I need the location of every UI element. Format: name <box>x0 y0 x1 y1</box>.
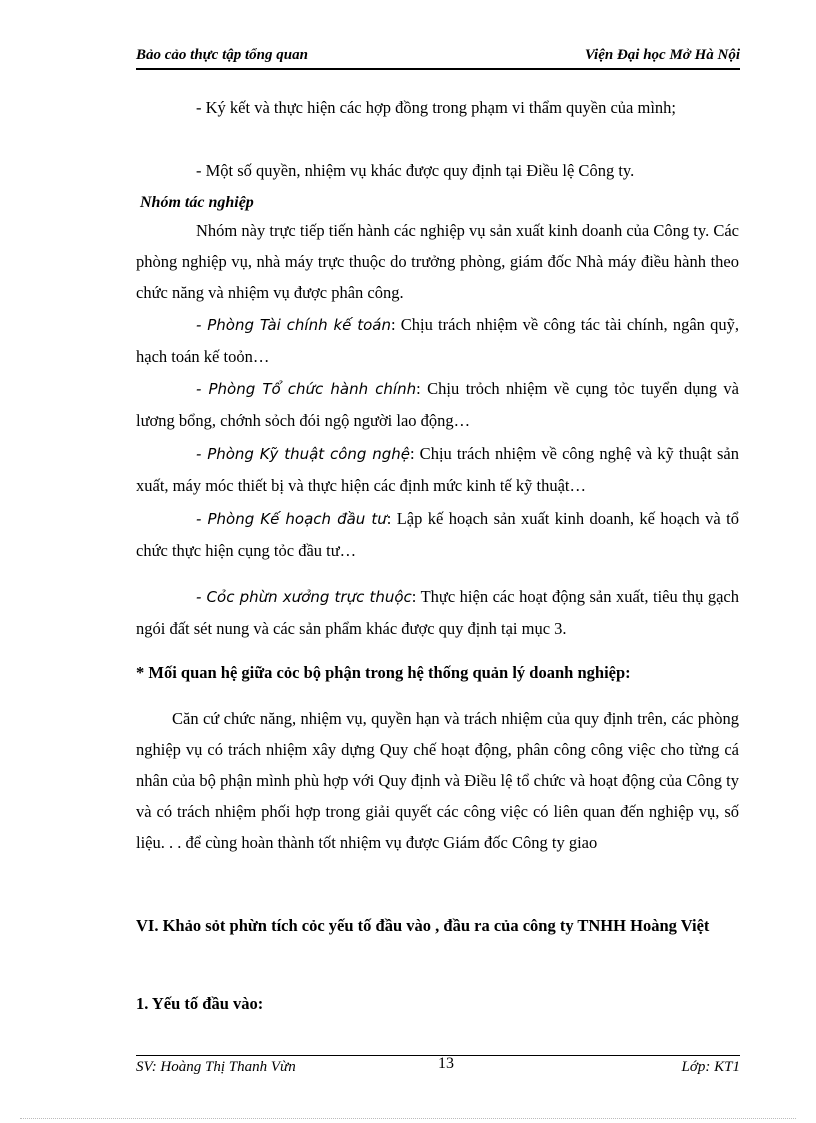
subsection-title: 1. Yếu tố đầu vào: <box>136 994 264 1013</box>
footer-student: SV: Hoàng Thị Thanh Vừn <box>136 1059 296 1075</box>
planning-dept-text: : Lập kế hoạch sản xuất kinh doanh, kế hoạch và tổ chức thực hiện cụng tỏc đầu tư… <box>136 509 739 560</box>
paragraph-other-rights: - Một số quyền, nhiệm vụ khác được quy định tại Điều lệ Công ty. <box>196 161 635 180</box>
paragraph-planning-dept <box>136 503 739 566</box>
page-footer <box>136 1057 740 1079</box>
paragraph-workshops <box>136 581 739 644</box>
relation-title: * Mối quan hệ giữa cỏc bộ phận trong hệ thống quản lý doanh nghiệp: <box>136 663 631 682</box>
paragraph-relations: Căn cứ chức năng, nhiệm vụ, quyền hạn và trách nhiệm của quy định trên, các phòng nghiệp vụ có trách nhiệm xây dựng Quy chế hoạt động, phân công công việc cho từng cá nhân của bộ phận mình phù hợp với Quy định và Điều lệ tổ chức và hoạt động của Công ty và có trách nhiệm phối hợp trong giải quyết các công việc có liên quan đến nghiệp vụ, số liệu. . . để cùng hoàn thành tốt nhiệm vụ được Giám đốc Công ty giao <box>136 709 739 852</box>
tech-dept-text: : Chịu trách nhiệm về công nghệ và kỹ thuật sản xuất, máy móc thiết bị và thực hiện các định mức kinh tế kỹ thuật… <box>136 444 739 495</box>
paragraph-finance-dept <box>136 309 739 372</box>
page-header <box>136 46 740 70</box>
workshops-label: - Cỏc phừn xưởng trực thuộc <box>196 588 412 606</box>
header-report-title: Bảo cảo thực tập tổng quan <box>136 47 308 63</box>
page-number: 13 <box>438 1055 454 1072</box>
finance-dept-label: - Phòng Tài chính kế toán <box>196 316 391 334</box>
header-institution: Viện Đại học Mở Hà Nội <box>584 47 740 63</box>
paragraph-admin-dept <box>136 373 739 436</box>
footer-class: Lớp: KT1 <box>681 1059 740 1075</box>
admin-dept-label: - Phòng Tổ chức hành chính <box>196 380 417 398</box>
group-title: Nhóm tác nghiệp <box>140 194 254 211</box>
admin-dept-text: : Chịu trỏch nhiệm về cụng tỏc tuyển dụng và lương bổng, chớnh sỏch đói ngộ người lao động… <box>136 379 739 430</box>
tech-dept-label: - Phòng Kỹ thuật công nghệ <box>196 445 410 463</box>
paragraph-group-intro: Nhóm này trực tiếp tiến hành các nghiệp vụ sản xuất kinh doanh của Công ty. Các phòng nghiệp vụ, nhà máy trực thuộc do trưởng phòng, giám đốc Nhà máy điều hành theo chức năng và nhiệm vụ được phân công. <box>136 221 739 302</box>
planning-dept-label: - Phòng Kế hoạch đầu tư <box>196 510 387 528</box>
workshops-text: : Thực hiện các hoạt động sản xuất, tiêu thụ gạch ngói đất sét nung và các sản phẩm khác được quy định tại mục 3. <box>136 587 739 638</box>
paragraph-tech-dept <box>136 438 739 501</box>
paragraph-contracts: - Ký kết và thực hiện các hợp đồng trong phạm vi thẩm quyền của mình; <box>196 98 677 117</box>
finance-dept-text: : Chịu trách nhiệm về công tác tài chính, ngân quỹ, hạch toán kế toỏn… <box>136 315 739 366</box>
section-title: VI. Khảo sỏt phừn tích cỏc yếu tố đầu vào , đầu ra của công ty TNHH Hoàng Việt <box>136 916 710 935</box>
page-edge-dotted-line <box>20 1118 796 1119</box>
